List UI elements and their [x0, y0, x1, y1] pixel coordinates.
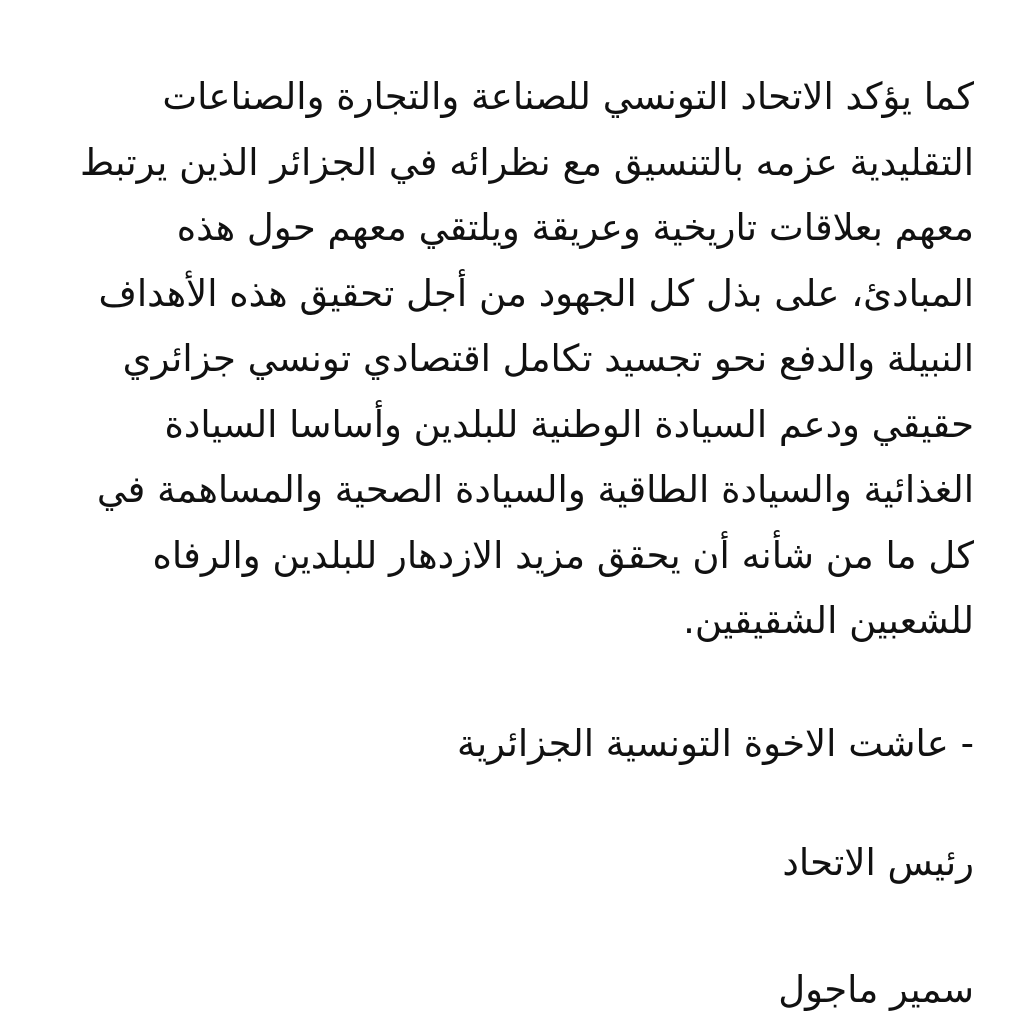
body-line: معهم بعلاقات تاريخية وعريقة ويلتقي معهم حول هذه [176, 206, 974, 249]
body-line: المبادئ، على بذل كل الجهود من أجل تحقيق هذه الأهداف [98, 271, 974, 315]
body-line: النبيلة والدفع نحو تجسيد تكامل اقتصادي تونسي جزائري [122, 337, 974, 380]
body-line: للشعبين الشقيقين. [683, 599, 974, 642]
body-paragraph [34, 64, 974, 654]
signature-title: رئيس الاتحاد [782, 841, 974, 884]
body-line: كل ما من شأنه أن يحقق مزيد الازدهار للبلدين والرفاه [152, 533, 974, 577]
body-line: التقليدية عزمه بالتنسيق مع نظرائه في الجزائر الذين يرتبط [80, 140, 974, 184]
body-line: كما يؤكد الاتحاد التونسي للصناعة والتجارة والصناعات [162, 75, 974, 118]
closing-slogan: - عاشت الاخوة التونسية الجزائرية [457, 722, 974, 765]
signature-name: سمير ماجول [778, 968, 974, 1011]
body-line: الغذائية والسيادة الطاقية والسيادة الصحية والمساهمة في [96, 468, 974, 511]
body-line: حقيقي ودعم السيادة الوطنية للبلدين وأساسا السيادة [164, 402, 974, 446]
